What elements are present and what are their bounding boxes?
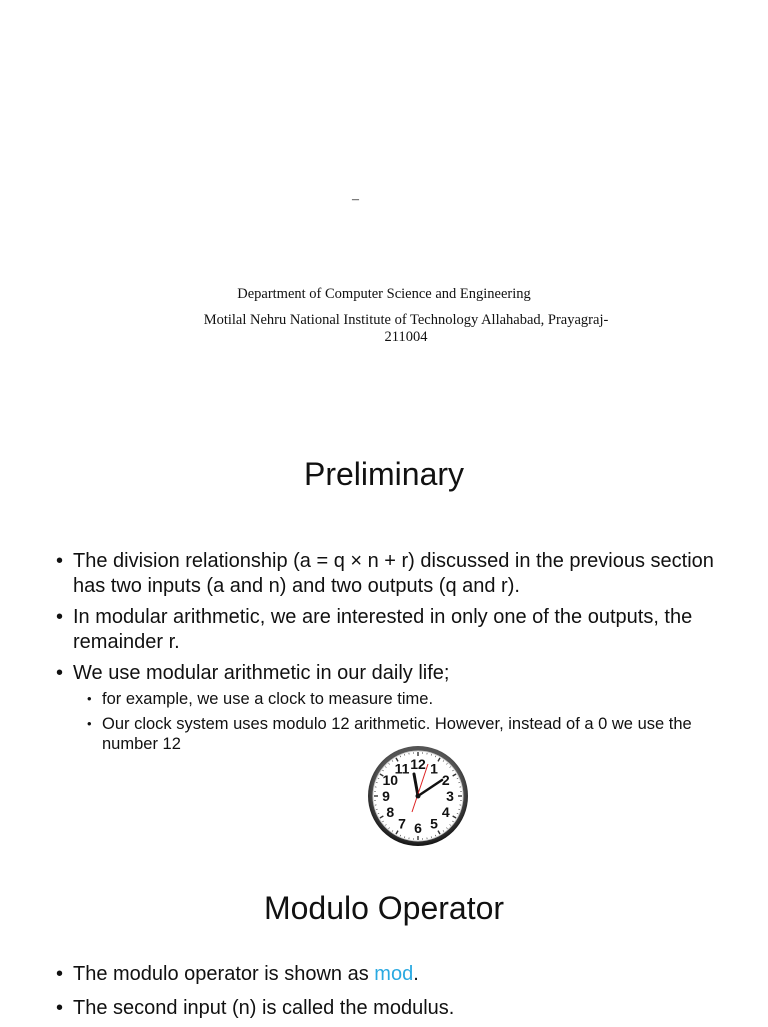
clock-number: 11 bbox=[395, 760, 410, 776]
bullet-dot: • bbox=[87, 689, 92, 709]
slide-title-preliminary: Preliminary bbox=[0, 456, 768, 493]
bullet-text-prefix: The modulo operator is shown as bbox=[73, 963, 374, 985]
bullet-dot: • bbox=[56, 605, 63, 630]
clock-number: 1 bbox=[430, 760, 438, 776]
mod-keyword: mod bbox=[374, 963, 413, 985]
clock-number: 9 bbox=[382, 788, 390, 804]
clock-number: 7 bbox=[398, 816, 406, 832]
bullet-text: The second input (n) is called the modulus. bbox=[73, 997, 454, 1019]
bullet-text: We use modular arithmetic in our daily life; bbox=[73, 662, 449, 684]
clock-number: 4 bbox=[442, 804, 450, 820]
clock-number: 2 bbox=[442, 772, 450, 788]
bullet-item bbox=[56, 962, 716, 987]
modulo-bullet-list bbox=[56, 962, 716, 1027]
sub-bullet-text: Our clock system uses modulo 12 arithmetic. However, instead of a 0 we use the number 12 bbox=[102, 715, 692, 753]
bullet-dot: • bbox=[87, 714, 92, 734]
clock-image bbox=[366, 744, 470, 848]
bullet-item bbox=[56, 996, 716, 1021]
slide-title-modulo-operator: Modulo Operator bbox=[0, 890, 768, 927]
bullet-item bbox=[56, 661, 716, 686]
sub-bullet-item bbox=[56, 689, 716, 709]
department-name: Department of Computer Science and Engineering bbox=[0, 286, 768, 303]
bullet-text-suffix: . bbox=[413, 963, 419, 985]
sub-bullet-text: for example, we use a clock to measure time. bbox=[102, 690, 433, 708]
bullet-dot: • bbox=[56, 962, 63, 987]
clock-number: 6 bbox=[414, 820, 422, 836]
preliminary-bullet-list bbox=[56, 549, 716, 759]
clock-center bbox=[416, 794, 421, 799]
bullet-item bbox=[56, 549, 716, 598]
bullet-dot: • bbox=[56, 996, 63, 1021]
title-placeholder-dash: – bbox=[352, 192, 359, 208]
clock-number: 12 bbox=[410, 756, 426, 772]
clock-number: 8 bbox=[386, 804, 394, 820]
bullet-item bbox=[56, 605, 716, 654]
clock-number: 10 bbox=[382, 772, 398, 788]
clock-number: 5 bbox=[430, 816, 438, 832]
clock-number: 3 bbox=[446, 788, 454, 804]
bullet-dot: • bbox=[56, 549, 63, 574]
bullet-dot: • bbox=[56, 661, 63, 686]
institute-name: Motilal Nehru National Institute of Technology Allahabad, Prayagraj-211004 bbox=[200, 312, 612, 346]
bullet-text: In modular arithmetic, we are interested in only one of the outputs, the remainder r. bbox=[73, 606, 692, 653]
bullet-text: The division relationship (a = q × n + r) discussed in the previous section has two inputs (a and n) and two outputs (q and r). bbox=[73, 550, 714, 597]
